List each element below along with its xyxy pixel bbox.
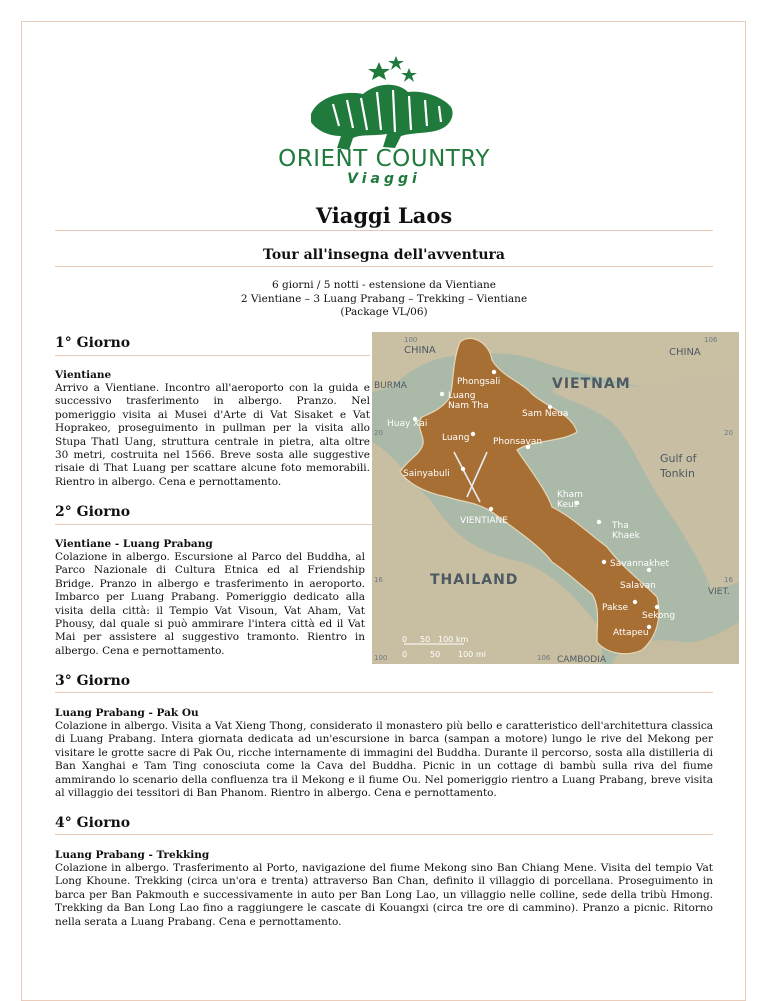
city-dot-luang [471, 432, 475, 436]
city-dot-phongsali [492, 370, 496, 374]
day-2-heading: 2° Giorno [55, 504, 131, 520]
map-water-tonkin: Tonkin [660, 467, 695, 480]
map-country-china-right: CHINA [669, 347, 701, 358]
day-1-heading: 1° Giorno [55, 335, 131, 351]
tour-meta [0, 279, 768, 320]
day-3-route: Luang Prabang - Pak Ou [55, 707, 199, 719]
map-grid-20-right: 20 [724, 429, 733, 437]
subtitle-divider [55, 266, 713, 267]
map-scale-km-0: 0 [402, 635, 408, 644]
day-1-route: Vientiane [55, 369, 112, 381]
map-country-china-left: CHINA [404, 345, 436, 356]
map-city-sainyabuli: Sainyabuli [403, 469, 450, 479]
day-2-route: Vientiane - Luang Prabang [55, 538, 213, 550]
map-scale-km-50: 50 [420, 635, 431, 644]
map-grid-16-left: 16 [374, 576, 383, 584]
map-country-viet: VIET. [708, 587, 730, 597]
map-city-pakse: Pakse [602, 603, 628, 613]
page-subtitle: Tour all'insegna dell'avventura [263, 247, 505, 263]
map-grid-106-top: 106 [704, 336, 718, 344]
map-grid-100-bottom: 100 [374, 654, 388, 662]
city-dot-sainyabuli [461, 467, 465, 471]
map-city-vientiane: VIENTIANE [460, 516, 508, 526]
map-city-savannakhet: Savannakhet [610, 559, 669, 569]
day-3-heading: 3° Giorno [55, 673, 131, 689]
day-4-divider [55, 834, 713, 835]
map-country-cambodia: CAMBODIA [557, 655, 607, 664]
map-city-salavan: Salavan [620, 581, 656, 591]
brand-name: ORIENT COUNTRY [278, 146, 490, 172]
map-scale-km-100: 100 km [438, 635, 469, 644]
day-4-heading: 4° Giorno [55, 815, 131, 831]
laos-map [372, 332, 739, 664]
city-dot-savannakhet [602, 560, 606, 564]
map-city-phonsavan: Phonsavan [493, 437, 543, 447]
city-dot-sekong [655, 605, 659, 609]
day-1-divider [55, 355, 370, 356]
map-city-kham: Kham [557, 490, 583, 500]
map-city-phongsali: Phongsali [457, 377, 501, 387]
city-dot-vientiane [489, 507, 493, 511]
map-grid-106-bottom: 106 [537, 654, 551, 662]
map-city-nam-tha: Nam Tha [448, 401, 489, 411]
map-scale-mi-0: 0 [402, 650, 408, 659]
map-city-tha: Tha [612, 521, 629, 531]
city-dot-luang-nam-tha [440, 392, 444, 396]
map-country-vietnam: VIETNAM [552, 376, 631, 392]
day-3-text: Colazione in albergo. Visita a Vat Xieng Thong, considerato il monastero più bello e caratteristico dell'architettura classica di Luang Prabang. Intera giornata dedicata ad un'escursione in barca (sampan a motore) lungo le rive del Mekong per visitare le grotte sacre di Pak Ou, ricche internamente di immagini del Buddha. Durante il percorso, sosta alla distilleria di Ban Xanghai e Tam Ting conosciuta come la Cava del Buddha. Picnic in un cottage di bambù sulla riva del fiume ammirando lo scenario della confluenza tra il Mekong e il fiume Ou. Nel pomeriggio rientro a Luang Prabang, breve visita al villaggio dei tessitori di Ban Phanom. Rientro in albergo. Cena e pernottamento. [55, 720, 713, 800]
brand-subtitle: Viaggi [347, 171, 421, 187]
map-city-keut: Keut [557, 500, 578, 510]
tour-package-code: (Package VL/06) [340, 306, 428, 318]
tour-itinerary: 2 Vientiane – 3 Luang Prabang – Trekking – Vientiane [240, 292, 528, 305]
city-dot-tha-khaek [597, 520, 601, 524]
day-3-divider [55, 692, 713, 693]
tour-duration: 6 giorni / 5 notti - estensione da Vientiane [272, 279, 496, 291]
map-scale-mi-50: 50 [430, 650, 441, 659]
map-city-sekong: Sekong [642, 611, 676, 621]
title-divider [55, 230, 713, 231]
map-scale-mi-100: 100 mi [458, 650, 486, 659]
map-grid-16-right: 16 [724, 576, 733, 584]
map-city-attapeu: Attapeu [613, 628, 649, 638]
map-city-khaek: Khaek [612, 531, 640, 541]
city-dot-pakse [633, 600, 637, 604]
map-grid-20-left: 20 [374, 429, 383, 437]
map-country-thailand: THAILAND [430, 572, 519, 588]
day-1-text: Arrivo a Vientiane. Incontro all'aeroporto con la guida e successivo trasferimento in albergo. Pranzo. Nel pomeriggio visita ai Musei d'Arte di Vat Sisaket e Vat Hoprakeo, proseguimento in pullman per la visita allo Stupa Thatl Uang, struttura centrale in pietra, alta oltre 30 metri, costruita nel 1566. Breve sosta alle suggestive risaie di That Luang per scattare alcune foto memorabili. Rientro in albergo. Cena e pernottamento. [55, 382, 370, 488]
day-2-text: Colazione in albergo. Escursione al Parco del Buddha, al Parco Nazionale di Cultura Etnica ed al Friendship Bridge. Pranzo in albergo e trasferimento in aeroporto. Imbarco per Luang Prabang. Pomeriggio dedicato alla visita della città: il Tempio Vat Visoun, Vat Aham, Vat Phousy, dal quale si può ammirare l'intera città ed il Vat Mai per assistere al suggestivo tramonto. Rientro in albergo. Cena e pernottamento. [55, 551, 365, 657]
map-grid-100-top: 100 [404, 336, 418, 344]
map-city-huay-xai: Huay Xai [387, 419, 428, 429]
map-water-gulf-of: Gulf of [660, 452, 697, 465]
map-city-luang-prabang: Luang [442, 433, 470, 443]
day-4-route: Luang Prabang - Trekking [55, 849, 210, 861]
map-country-burma: BURMA [374, 381, 407, 391]
day-4-text: Colazione in albergo. Trasferimento al Porto, navigazione del fiume Mekong sino Ban Chiang Mene. Visita del tempio Vat Long Khoune. Trekking (circa un'ora e trenta) attraverso Ban Chan, definito il villaggio di porcellana. Proseguimento in barca per Ban Pakmouth e successivamente in auto per Ban Long Lao, un villaggio nelle colline, sede della tribù Hmong. Trekking da Ban Long Lao fino a raggiungere le cascate di Kouangxi (circa tre ore di cammino). Pranzo a picnic. Ritorno nella serata a Luang Prabang. Cena e pernottamento. [55, 862, 713, 928]
page-title: Viaggi Laos [315, 203, 453, 228]
map-city-luang: Luang [448, 391, 476, 401]
map-city-sam-neua: Sam Neua [522, 409, 569, 419]
